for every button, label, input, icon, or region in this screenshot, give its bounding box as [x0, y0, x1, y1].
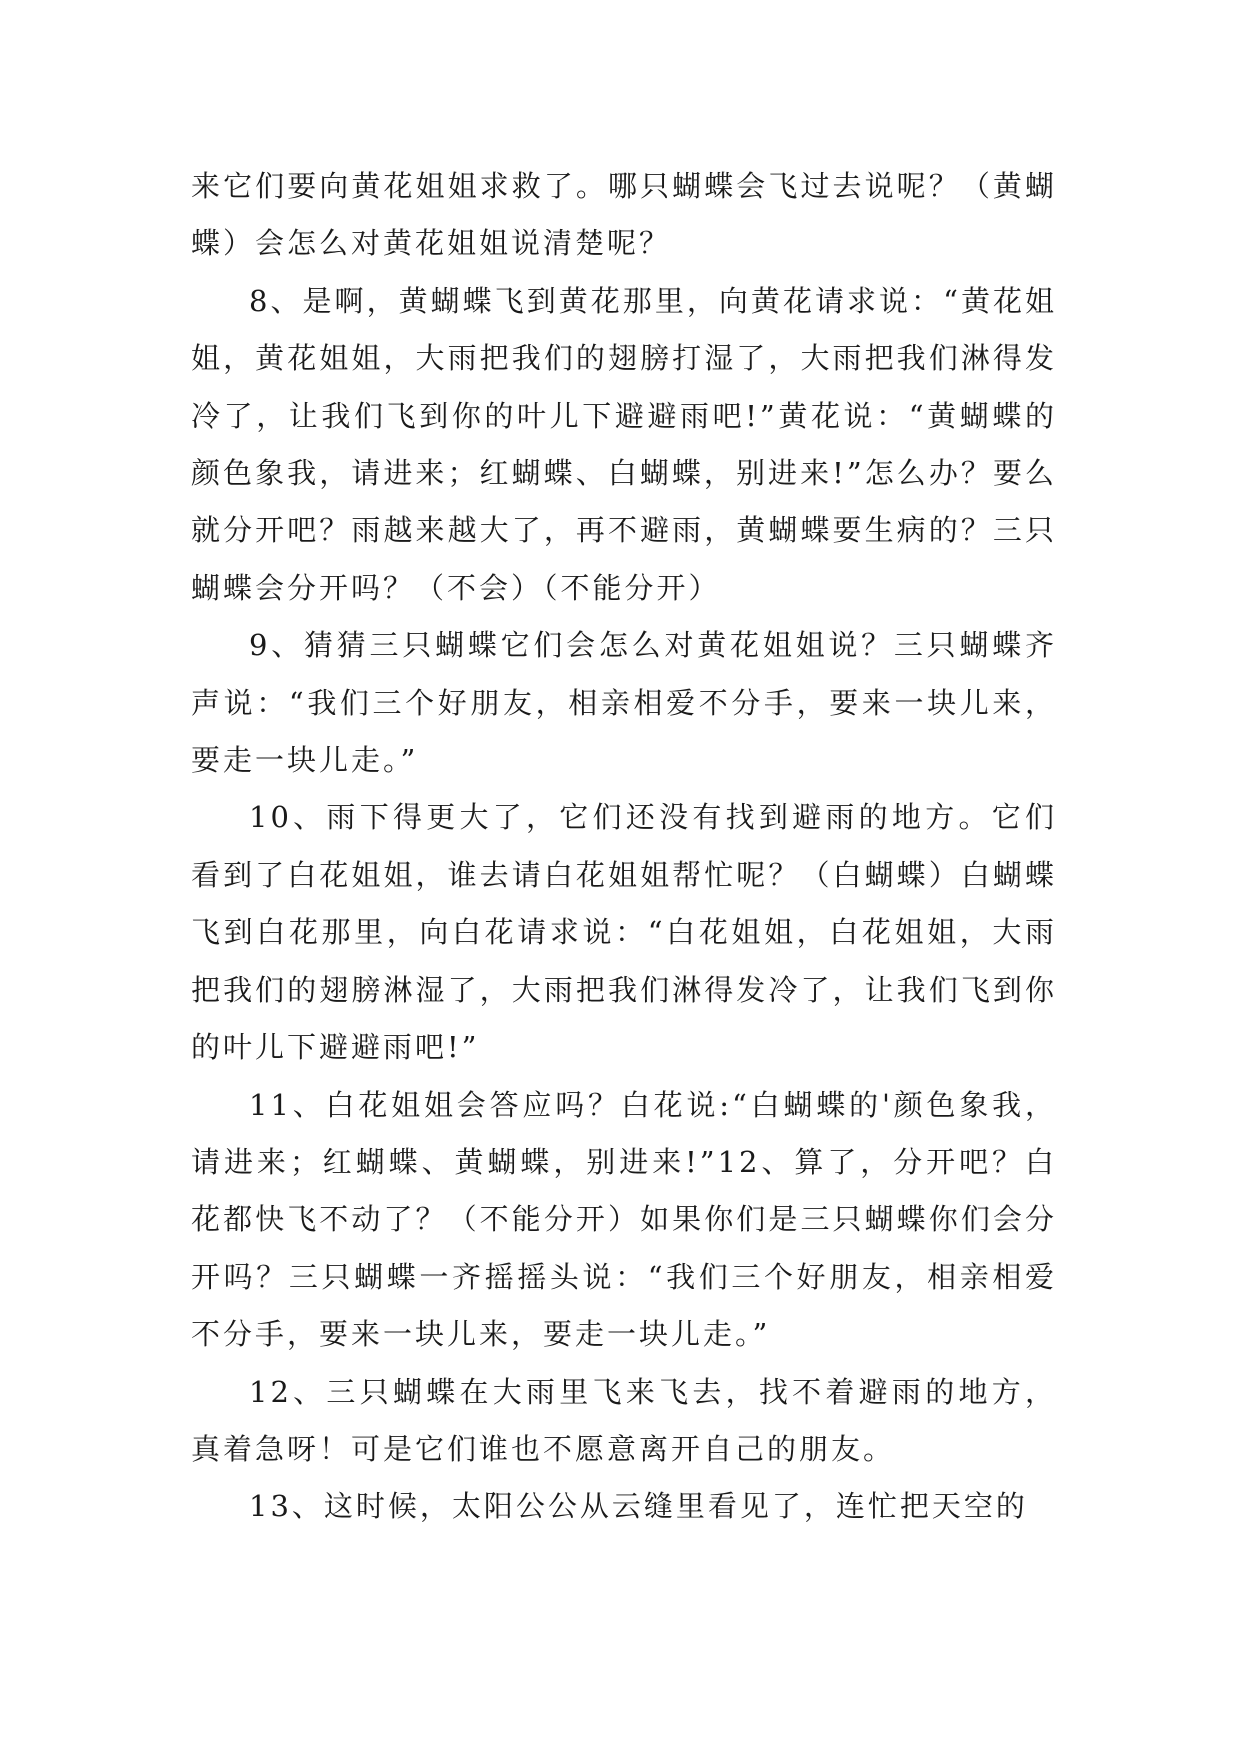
paragraph-step-12: 12、三只蝴蝶在大雨里飞来飞去，找不着避雨的地方，真着急呀！可是它们谁也不愿意离开自己的朋友。 [191, 1374, 1057, 1466]
paragraph-step-13: 13、这时候，太阳公公从云缝里看见了，连忙把天空的 [249, 1489, 1028, 1524]
paragraph-continuation: 来它们要向黄花姐姐求救了。哪只蝴蝶会飞过去说呢？（黄蝴蝶）会怎么对黄花姐姐说清楚呢？ [191, 169, 1057, 261]
document-body [191, 158, 1057, 1536]
paragraph-step-9: 9、猜猜三只蝴蝶它们会怎么对黄花姐姐说？三只蝴蝶齐声说：“我们三个好朋友，相亲相爱不分手，要来一块儿来，要走一块儿走。” [191, 628, 1057, 778]
paragraph-step-11: 11、白花姐姐会答应吗？白花说:“白蝴蝶的'颜色象我，请进来；红蝴蝶、黄蝴蝶，别进来!”12、算了，分开吧？白花都快飞不动了？（不能分开）如果你们是三只蝴蝶你们会分开吗？三只蝴蝶一齐摇摇头说：“我们三个好朋友，相亲相爱不分手，要来一块儿来，要走一块儿走。” [191, 1087, 1057, 1352]
paragraph-step-10: 10、雨下得更大了，它们还没有找到避雨的地方。它们看到了白花姐姐，谁去请白花姐姐帮忙呢？（白蝴蝶）白蝴蝶飞到白花那里，向白花请求说：“白花姐姐，白花姐姐，大雨把我们的翅膀淋湿了，大雨把我们淋得发冷了，让我们飞到你的叶儿下避避雨吧!” [191, 800, 1057, 1065]
paragraph-step-8: 8、是啊，黄蝴蝶飞到黄花那里，向黄花请求说：“黄花姐姐，黄花姐姐，大雨把我们的翅膀打湿了，大雨把我们淋得发冷了，让我们飞到你的叶儿下避避雨吧!”黄花说：“黄蝴蝶的颜色象我，请进来；红蝴蝶、白蝴蝶，别进来!”怎么办？要么就分开吧？雨越来越大了，再不避雨，黄蝴蝶要生病的？三只蝴蝶会分开吗？（不会）（不能分开） [191, 283, 1057, 605]
